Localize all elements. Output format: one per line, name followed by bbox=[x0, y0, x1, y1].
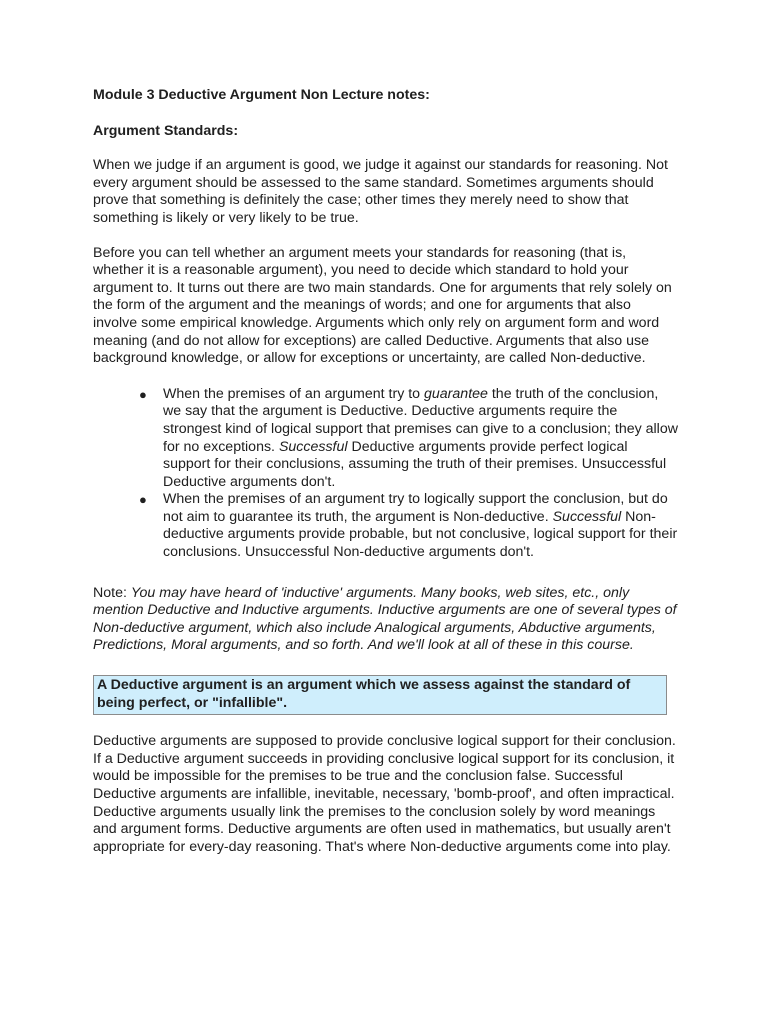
definition-callout: A Deductive argument is an argument which we assess against the standard of being perfect, or "infallible". bbox=[93, 675, 667, 715]
bullet-item-deductive bbox=[93, 386, 678, 492]
bullet-text: When the premises of an argument try to logically support the conclusion, but do not aim to guarantee its truth, the argument is Non-deductive. bbox=[163, 491, 668, 525]
note-paragraph bbox=[93, 585, 678, 655]
bullet-dot-icon: ● bbox=[139, 386, 147, 402]
paragraph-two-standards: Before you can tell whether an argument meets your standards for reasoning (that is, whether it is a reasonable argument), you need to decide which standard to hold your argument to. It turns out there are two main standards. One for arguments that rely solely on the form of the argument and the meanings of words; and one for arguments that also involve some empirical knowledge. Arguments which only rely on argument form and word meaning (and do not allow for exceptions) are called Deductive. Arguments that also use background knowledge, or allow for exceptions or uncertainty, are called Non-deductive. bbox=[93, 244, 672, 367]
bullet-italic-text: Successful bbox=[278, 438, 348, 455]
bullet-italic-text: Successful bbox=[552, 508, 622, 525]
paragraph-deductive-details: Deductive arguments are supposed to provide conclusive logical support for their conclusion. If a Deductive argument succeeds in providing conclusive logical support for its conclusion, it would be impossible for the premises to be true and the conclusion false. Successful Deductive arguments are infallible, inevitable, necessary, 'bomb-proof', and often impractical. Deductive arguments usually link the premises to the conclusion solely by word meanings and argument forms. Deductive arguments are often used in mathematics, but usually aren't appropriate for every-day reasoning. That's where Non-deductive arguments come into play. bbox=[93, 733, 676, 855]
bullet-italic-text: guarantee bbox=[424, 385, 488, 402]
bullet-text: When the premises of an argument try to bbox=[163, 385, 425, 402]
document-title: Module 3 Deductive Argument Non Lecture notes: bbox=[93, 87, 430, 103]
paragraph-standards-intro: When we judge if an argument is good, we judge it against our standards for reasoning. Not every argument should be assessed to the same standard. Sometimes arguments should prove that something is definitely the case; other times they merely need to show that something is likely or very likely to be true. bbox=[93, 157, 668, 226]
bullet-dot-icon: ● bbox=[139, 492, 147, 508]
bullet-text: the truth of the conclusion, we say that the argument is Deductive. Deductive arguments require the strongest kind of logical support that premises can give to a conclusion; they allow for no exceptions. bbox=[163, 385, 678, 455]
bullet-item-non-deductive bbox=[93, 491, 678, 561]
note-text: You may have heard of 'inductive' arguments. Many books, web sites, etc., only mention Deductive and Inductive arguments. Inductive arguments are one of several types of Non-deductive argument, which also include Analogical arguments, Abductive arguments, Predictions, Moral arguments, and so forth. And we'll look at all of these in this course. bbox=[93, 584, 677, 654]
note-label: Note: bbox=[93, 584, 131, 601]
bullet-list bbox=[93, 386, 678, 562]
bullet-text: Deductive arguments provide perfect logical support for their conclusions, assuming the truth of their premises. Unsuccessful Deductive arguments don't. bbox=[163, 438, 667, 490]
bullet-text: Non-deductive arguments provide probable, but not conclusive, logical support for their conclusions. Unsuccessful Non-deductive arguments don't. bbox=[163, 508, 678, 561]
document-body bbox=[93, 87, 678, 856]
section-heading: Argument Standards: bbox=[93, 122, 239, 139]
